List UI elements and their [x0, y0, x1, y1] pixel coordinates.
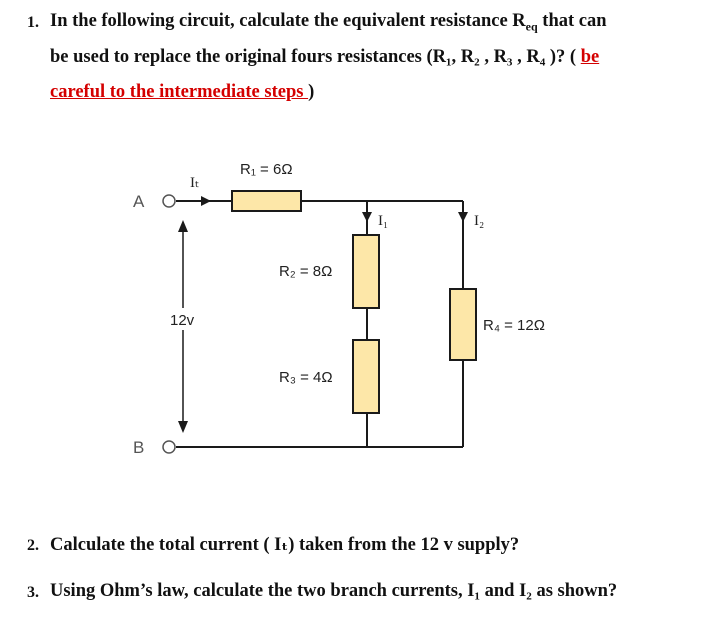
req-subscript: eq — [525, 19, 538, 34]
terminal-a — [163, 195, 175, 207]
question-1-number: 1. — [27, 14, 39, 31]
question-3-number: 3. — [27, 584, 39, 601]
resistor-r1 — [232, 191, 301, 211]
voltage-label: 12v — [170, 312, 195, 329]
voltage-arrow-up-icon — [178, 220, 188, 232]
question-2-number: 2. — [27, 537, 39, 554]
question-1-red-note-a: be — [580, 47, 600, 67]
i2-arrow-icon — [458, 212, 468, 222]
it-label: Iₜ — [190, 175, 200, 191]
question-1-text-d: ) — [308, 82, 315, 102]
question-1-text-c: be used to replace the original fours resistances (R₁, R₂ , R₃ , R₄ )? ( — [50, 47, 581, 67]
resistor-r3 — [353, 340, 379, 413]
i1-label: I₁ — [378, 213, 389, 229]
question-1-text-b: that can — [537, 11, 607, 31]
question-3-text: Using Ohm’s law, calculate the two branch currents, I₁ and I₂ as shown? — [50, 581, 618, 601]
r3-label: R₃ = 4Ω — [279, 369, 333, 386]
question-2-text: Calculate the total current ( Iₜ) taken from the 12 v supply? — [50, 535, 520, 555]
node-a-label: A — [133, 192, 145, 211]
resistor-r4 — [450, 289, 476, 360]
i2-label: I₂ — [474, 213, 485, 229]
r2-label: R₂ = 8Ω — [279, 263, 333, 280]
question-1-red-note-b: careful to the intermediate steps — [50, 82, 309, 102]
r4-label: R₄ = 12Ω — [483, 317, 545, 334]
terminal-b — [163, 441, 175, 453]
voltage-arrow-down-icon — [178, 421, 188, 433]
i1-arrow-icon — [362, 212, 372, 222]
resistor-r2 — [353, 235, 379, 308]
question-1-text-a: In the following circuit, calculate the equivalent resistance R — [50, 11, 526, 31]
r1-label: R₁ = 6Ω — [240, 161, 293, 178]
node-b-label: B — [133, 438, 145, 457]
it-arrow-icon — [201, 196, 211, 206]
